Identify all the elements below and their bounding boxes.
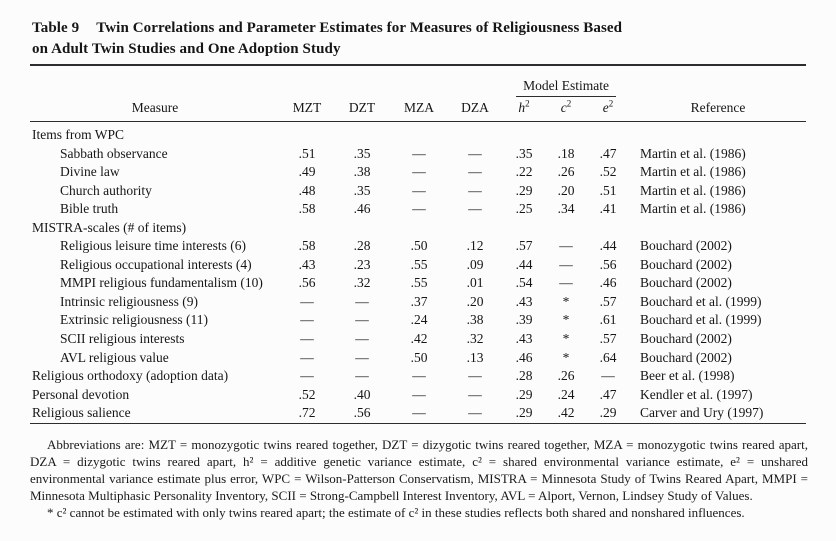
cell-e2: .52	[599, 164, 617, 180]
cell-h2: .54	[515, 275, 533, 291]
cell-e2	[586, 122, 630, 145]
cell-e2: .56	[599, 256, 617, 272]
cell-mzt: .51	[298, 145, 316, 161]
cell-reference: Martin et al. (1986)	[640, 182, 746, 198]
cell-dza: —	[468, 368, 482, 384]
column-header-mzt: MZT	[280, 97, 334, 122]
cell-dzt: .56	[353, 405, 371, 421]
cell-measure: Personal devotion	[32, 386, 130, 402]
cell-reference: Bouchard (2002)	[640, 238, 732, 254]
cell-mza: .42	[410, 331, 428, 347]
cell-h2	[502, 219, 546, 238]
cell-measure: Intrinsic religiousness (9)	[60, 293, 198, 309]
model-estimate-row	[30, 65, 806, 97]
cell-e2: .64	[599, 349, 617, 365]
table-row	[30, 386, 806, 405]
cell-mza: —	[412, 386, 426, 402]
cell-mza: —	[412, 145, 426, 161]
cell-reference: Bouchard (2002)	[640, 275, 732, 291]
cell-mzt: —	[300, 349, 314, 365]
cell-measure: Church authority	[60, 182, 152, 198]
table-row	[30, 404, 806, 423]
cell-mzt: .49	[298, 164, 316, 180]
cell-dza: —	[468, 164, 482, 180]
cell-e2: .51	[599, 182, 617, 198]
cell-c2: *	[562, 293, 570, 309]
cell-mzt: .43	[298, 256, 316, 272]
cell-dzt	[334, 219, 390, 238]
cell-dza: .01	[466, 275, 484, 291]
cell-h2: .29	[515, 405, 533, 421]
section-row	[30, 219, 806, 238]
cell-measure: AVL religious value	[60, 349, 169, 365]
cell-h2: .44	[515, 256, 533, 272]
cell-mza: —	[412, 182, 426, 198]
cell-mza: —	[412, 368, 426, 384]
cell-mzt: —	[300, 368, 314, 384]
cell-dzt: .28	[353, 238, 371, 254]
cell-h2: .25	[515, 201, 533, 217]
cell-h2: .35	[515, 145, 533, 161]
cell-h2: .28	[515, 368, 533, 384]
cell-reference: Martin et al. (1986)	[640, 145, 746, 161]
cell-h2: .57	[515, 238, 533, 254]
table-number: Table 9	[32, 20, 80, 36]
cell-mzt: .52	[298, 386, 316, 402]
cell-dza	[448, 219, 502, 238]
table-row	[30, 293, 806, 312]
column-header-e2: $e^2$	[586, 97, 630, 122]
cell-measure: MMPI religious fundamentalism (10)	[60, 275, 263, 291]
table-row	[30, 237, 806, 256]
cell-mzt: .58	[298, 238, 316, 254]
cell-dzt: .35	[353, 145, 371, 161]
cell-dza: —	[468, 145, 482, 161]
cell-dza: .32	[466, 331, 484, 347]
cell-dza: .38	[466, 312, 484, 328]
cell-reference: Martin et al. (1986)	[640, 164, 746, 180]
column-header-c2: $c^2$	[546, 97, 586, 122]
cell-measure: Sabbath observance	[60, 145, 168, 161]
cell-h2: .43	[515, 331, 533, 347]
cell-e2: .47	[599, 386, 617, 402]
column-header-dza: DZA	[448, 97, 502, 122]
cell-h2	[502, 122, 546, 145]
table-title-line2: on Adult Twin Studies and One Adoption Study	[32, 41, 341, 57]
cell-dza: .20	[466, 293, 484, 309]
cell-mza: .55	[410, 275, 428, 291]
model-estimate-label: Model Estimate	[516, 78, 616, 97]
cell-e2: —	[601, 368, 615, 384]
asterisk-note: * c² cannot be estimated with only twins reared apart; the estimate of c² in these studies reflects both shared and nonshared influences.	[47, 504, 745, 520]
cell-mza: .50	[410, 349, 428, 365]
cell-dzt: .40	[353, 386, 371, 402]
cell-c2: —	[559, 238, 573, 254]
cell-e2: .57	[599, 293, 617, 309]
cell-h2: .43	[515, 293, 533, 309]
table-row	[30, 330, 806, 349]
cell-dzt: —	[355, 293, 369, 309]
cell-e2: .41	[599, 201, 617, 217]
cell-reference: Bouchard (2002)	[640, 331, 732, 347]
cell-h2: .46	[515, 349, 533, 365]
cell-mza: —	[412, 164, 426, 180]
cell-dzt: —	[355, 312, 369, 328]
cell-mzt: .56	[298, 275, 316, 291]
cell-h2: .29	[515, 386, 533, 402]
cell-c2: .20	[557, 182, 575, 198]
cell-mzt: —	[300, 312, 314, 328]
cell-e2: .29	[599, 405, 617, 421]
cell-mzt	[280, 122, 334, 145]
cell-dzt: .38	[353, 164, 371, 180]
cell-measure: SCII religious interests	[60, 331, 185, 347]
cell-c2: .42	[557, 405, 575, 421]
cell-mza	[390, 219, 448, 238]
cell-dza: —	[468, 182, 482, 198]
cell-c2: .26	[557, 368, 575, 384]
cell-dzt: .46	[353, 201, 371, 217]
table-body	[30, 122, 806, 424]
column-header-row	[30, 97, 806, 122]
table-row	[30, 163, 806, 182]
cell-measure: Extrinsic religiousness (11)	[60, 312, 208, 328]
cell-mzt: —	[300, 293, 314, 309]
cell-mzt: .72	[298, 405, 316, 421]
cell-dza: —	[468, 201, 482, 217]
cell-h2: .29	[515, 182, 533, 198]
cell-reference: Carver and Ury (1997)	[640, 405, 764, 421]
column-header-mza: MZA	[390, 97, 448, 122]
section-row	[30, 122, 806, 145]
twin-correlations-table	[30, 64, 806, 424]
model-estimate-header-cell	[502, 65, 630, 97]
cell-dza: .09	[466, 256, 484, 272]
cell-reference: Bouchard et al. (1999)	[640, 312, 762, 328]
cell-c2: —	[559, 275, 573, 291]
cell-measure: Bible truth	[60, 201, 119, 217]
column-header-measure: Measure	[30, 97, 280, 122]
cell-mza: .55	[410, 256, 428, 272]
section-label: Items from WPC	[32, 127, 124, 142]
cell-reference: Bouchard (2002)	[640, 349, 732, 365]
cell-h2: .39	[515, 312, 533, 328]
cell-e2: .44	[599, 238, 617, 254]
table-row	[30, 200, 806, 219]
cell-e2: .47	[599, 145, 617, 161]
cell-c2: *	[562, 349, 570, 365]
cell-e2: .61	[599, 312, 617, 328]
cell-mza	[390, 122, 448, 145]
cell-mza: .50	[410, 238, 428, 254]
cell-dza: .13	[466, 349, 484, 365]
cell-c2: .24	[557, 386, 575, 402]
cell-measure: Religious salience	[32, 405, 131, 421]
cell-c2: —	[559, 256, 573, 272]
cell-reference: Martin et al. (1986)	[640, 201, 746, 217]
cell-c2: .18	[557, 145, 575, 161]
cell-reference: Beer et al. (1998)	[640, 368, 735, 384]
column-header-dzt: DZT	[334, 97, 390, 122]
table-row	[30, 145, 806, 164]
cell-measure: Religious occupational interests (4)	[60, 256, 252, 272]
cell-measure: Religious leisure time interests (6)	[60, 238, 246, 254]
cell-c2: *	[562, 331, 570, 347]
cell-e2: .46	[599, 275, 617, 291]
cell-mzt	[280, 219, 334, 238]
cell-reference	[630, 219, 806, 238]
cell-measure: Religious orthodoxy (adoption data)	[32, 368, 229, 384]
cell-reference	[630, 122, 806, 145]
cell-mzt: .48	[298, 182, 316, 198]
cell-dzt: .35	[353, 182, 371, 198]
cell-dzt: —	[355, 349, 369, 365]
abbreviations-note: Abbreviations are: MZT = monozygotic twins reared together, DZT = dizygotic twins reared together, MZA = monozygotic twins reared apart, DZA = dizygotic twins reared apart, h² = additive genetic variance estimate, c² = shared environmental variance estimate, e² = unshared environmental variance estimate plus error, WPC = Wilson-Patterson Conservatism, MISTRA = Minnesota Study of Twins Reared Apart, MMPI = Minnesota Multiphasic Personality Inventory, SCII = Strong-Campbell Interest Inventory, AVL = Alport, Vernon, Lindsey Study of Values.	[30, 436, 808, 503]
column-header-reference: Reference	[630, 97, 806, 122]
spacer-cell	[630, 65, 806, 97]
cell-dza: .12	[466, 238, 484, 254]
table-row	[30, 182, 806, 201]
cell-reference: Bouchard et al. (1999)	[640, 293, 762, 309]
cell-dzt: .23	[353, 256, 371, 272]
table-title	[32, 18, 806, 60]
cell-measure: Divine law	[60, 164, 120, 180]
cell-mza: —	[412, 201, 426, 217]
table-row	[30, 311, 806, 330]
cell-mza: .24	[410, 312, 428, 328]
cell-reference: Kendler et al. (1997)	[640, 386, 753, 402]
spacer-cell	[30, 65, 502, 97]
section-label: MISTRA-scales (# of items)	[32, 219, 187, 235]
table-row	[30, 274, 806, 293]
cell-dzt: .32	[353, 275, 371, 291]
cell-c2: *	[562, 312, 570, 328]
table-title-line1: Twin Correlations and Parameter Estimates for Measures of Religiousness Based	[96, 20, 623, 36]
cell-c2: .26	[557, 164, 575, 180]
cell-e2: .57	[599, 331, 617, 347]
cell-dzt	[334, 122, 390, 145]
table-row	[30, 349, 806, 368]
cell-dza	[448, 122, 502, 145]
cell-dzt: —	[355, 331, 369, 347]
cell-mzt: —	[300, 331, 314, 347]
cell-mza: —	[412, 405, 426, 421]
table-row	[30, 367, 806, 386]
cell-h2: .22	[515, 164, 533, 180]
cell-c2: .34	[557, 201, 575, 217]
cell-e2	[586, 219, 630, 238]
column-header-h2: $h^2$	[502, 97, 546, 122]
cell-mzt: .58	[298, 201, 316, 217]
cell-dza: —	[468, 405, 482, 421]
cell-c2	[546, 122, 586, 145]
cell-dzt: —	[355, 368, 369, 384]
cell-c2	[546, 219, 586, 238]
cell-reference: Bouchard (2002)	[640, 256, 732, 272]
cell-mza: .37	[410, 293, 428, 309]
table-row	[30, 256, 806, 275]
cell-dza: —	[468, 386, 482, 402]
table-footnotes	[30, 436, 808, 521]
